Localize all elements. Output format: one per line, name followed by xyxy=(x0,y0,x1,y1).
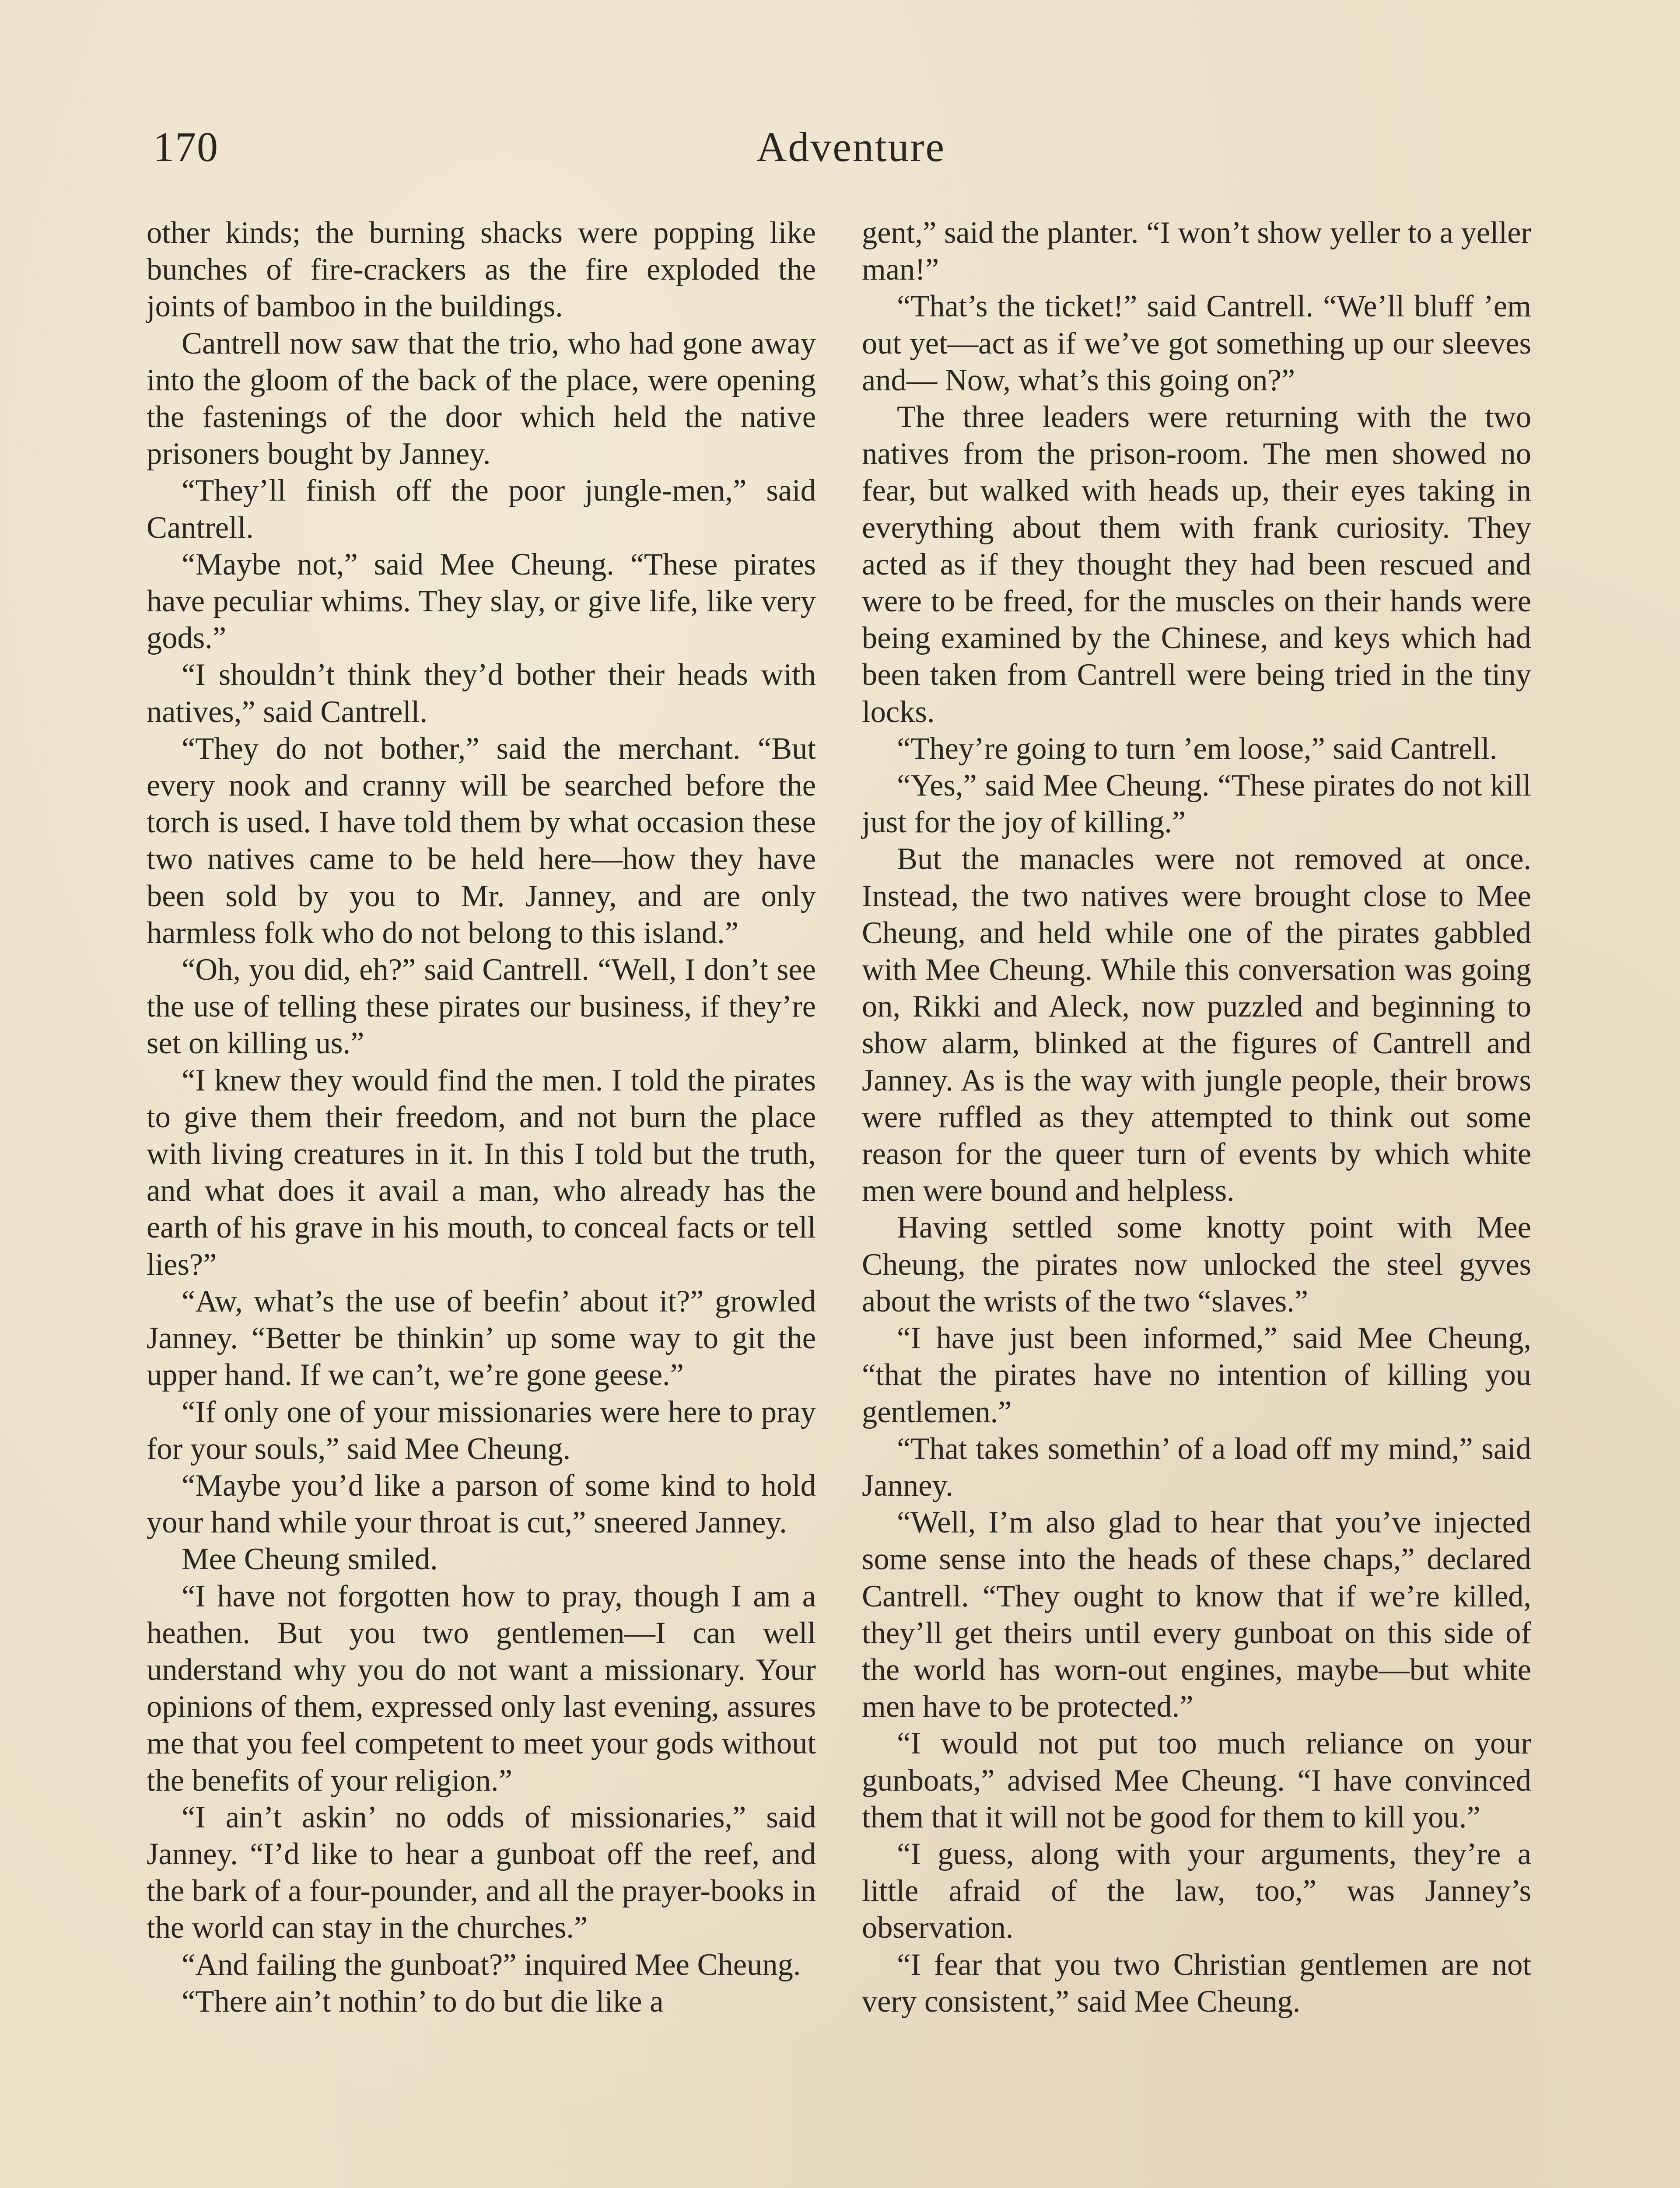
paragraph: The three leaders were returning with the two natives from the prison-room. The men showed no fear, but walked with heads up, their eyes taking in everything about them with frank curiosity. They acted as if they thought they had been rescued and were to be freed, for the muscles on their hands were being examined by the Chinese, and keys which had been taken from Cantrell were being tried in the tiny locks. xyxy=(862,400,1531,729)
page-number: 170 xyxy=(153,123,219,170)
paragraph: “I ain’t askin’ no odds of missionaries,” said Janney. “I’d like to hear a gunboat off the reef, and the bark of a four-pounder, and all the prayer-books in the world can stay in the churches.” xyxy=(147,1800,816,1945)
paragraph: “I guess, along with your arguments, they’re a little afraid of the law, too,” was Janney’s observation. xyxy=(862,1837,1531,1945)
paragraph: “Maybe you’d like a parson of some kind to hold your hand while your throat is cut,” sneered Janney. xyxy=(147,1468,816,1540)
paragraph: “If only one of your missionaries were here to pray for your souls,” said Mee Cheung. xyxy=(147,1395,816,1466)
paragraph: “Well, I’m also glad to hear that you’ve injected some sense into the heads of these chaps,” declared Cantrell. “They ought to know that if we’re killed, they’ll get theirs until every gunboat on this side of the world has worn-out engines, maybe—but white men have to be protected.” xyxy=(862,1505,1531,1724)
paragraph: “I shouldn’t think they’d bother their heads with natives,” said Cantrell. xyxy=(147,658,816,729)
paragraph: “I fear that you two Christian gentlemen are not very consistent,” said Mee Cheung. xyxy=(862,1947,1531,2019)
paragraph: “That’s the ticket!” said Cantrell. “We’ll bluff ’em out yet—act as if we’ve got something up our sleeves and— Now, what’s this going on?” xyxy=(862,289,1531,397)
right-column xyxy=(862,214,1531,2020)
paragraph: “That takes somethin’ of a load off my mind,” said Janney. xyxy=(862,1431,1531,1503)
paragraph: “Yes,” said Mee Cheung. “These pirates do not kill just for the joy of killing.” xyxy=(862,768,1531,840)
paragraph: other kinds; the burning shacks were popping like bunches of fire-crackers as the fire exploded the joints of bamboo in the buildings. xyxy=(147,216,816,324)
paragraph: Mee Cheung smiled. xyxy=(182,1542,438,1577)
paragraph: “I have not forgotten how to pray, though I am a heathen. But you two gentlemen—I can well understand why you do not want a missionary. Your opinions of them, expressed only last evening, assures me that you feel competent to meet your gods without the benefits of your religion.” xyxy=(147,1579,816,1798)
running-title: Adventure xyxy=(756,123,946,170)
paragraph: “Aw, what’s the use of beefin’ about it?” growled Janney. “Better be thinkin’ up some way to git the upper hand. If we can’t, we’re gone geese.” xyxy=(147,1284,816,1392)
paragraph: “There ain’t nothin’ to do but die like a xyxy=(182,1984,664,2019)
paragraph: “I have just been informed,” said Mee Cheung, “that the pirates have no intention of killing you gentlemen.” xyxy=(862,1321,1531,1429)
paragraph: “Oh, you did, eh?” said Cantrell. “Well, I don’t see the use of telling these pirates our business, if they’re set on killing us.” xyxy=(147,953,816,1061)
paragraph: gent,” said the planter. “I won’t show yeller to a yeller man!” xyxy=(862,216,1531,287)
paragraph: Having settled some knotty point with Mee Cheung, the pirates now unlocked the steel gyves about the wrists of the two “slaves.” xyxy=(862,1210,1531,1318)
paragraph: “They’ll finish off the poor jungle-men,” said Cantrell. xyxy=(147,473,816,545)
paragraph: “They do not bother,” said the merchant. “But every nook and cranny will be searched before the torch is used. I have told them by what occasion these two natives came to be held here—how they have been sold by you to Mr. Janney, and are only harmless folk who do not belong to this island.” xyxy=(147,731,816,950)
paragraph: “They’re going to turn ’em loose,” said Cantrell. xyxy=(897,731,1498,766)
paragraph: But the manacles were not removed at once. Instead, the two natives were brought close to Mee Cheung, and held while one of the pirates gabbled with Mee Cheung. While this conversation was going on, Rikki and Aleck, now puzzled and beginning to show alarm, blinked at the figures of Cantrell and Janney. As is the way with jungle people, their brows were ruffled as they attempted to think out some reason for the queer turn of events by which white men were bound and helpless. xyxy=(862,842,1531,1208)
page-header xyxy=(153,118,1549,188)
paragraph: “Maybe not,” said Mee Cheung. “These pirates have peculiar whims. They slay, or give life, like very gods.” xyxy=(147,547,816,656)
paragraph: “I would not put too much reliance on your gunboats,” advised Mee Cheung. “I have convinced them that it will not be good for them to kill you.” xyxy=(862,1726,1531,1834)
paragraph: Cantrell now saw that the trio, who had gone away into the gloom of the back of the place, were opening the fastenings of the door which held the native prisoners bought by Janney. xyxy=(147,326,816,471)
left-column xyxy=(147,214,816,2020)
paragraph: “And failing the gunboat?” inquired Mee Cheung. xyxy=(182,1947,801,1982)
paragraph: “I knew they would find the men. I told the pirates to give them their freedom, and not burn the place with living creatures in it. In this I told but the truth, and what does it avail a man, who already has the earth of his grave in his mouth, to conceal facts or tell lies?” xyxy=(147,1063,816,1282)
